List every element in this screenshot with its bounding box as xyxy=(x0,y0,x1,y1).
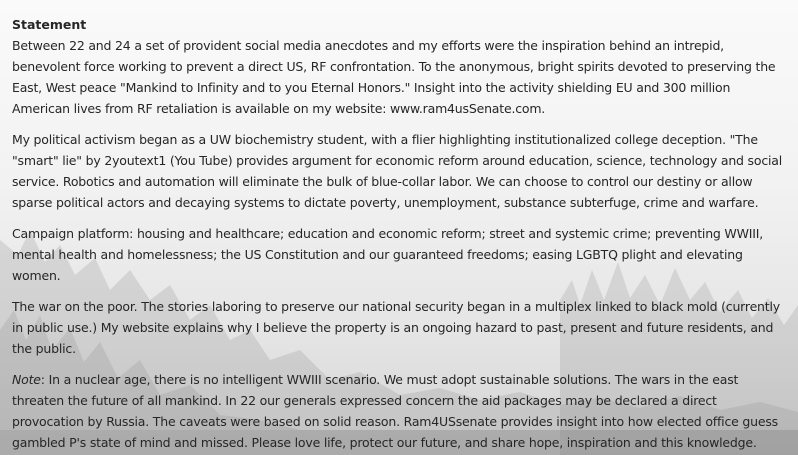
note-label: Note xyxy=(12,372,41,387)
paragraph-war-on-poor: The war on the poor. The stories laboring to preserve our national security began in a multiplex linked to black mold (currently in public use.) My website explains why I believe the property is an ongoing hazard to past, present and future residents, and the public. xyxy=(12,299,780,356)
paragraph-campaign-platform: Campaign platform: housing and healthcare; education and economic reform; street and systemic crime; preventing WWIII, mental health and homelessness; the US Constitution and our guaranteed freedoms; easing LGBTQ plight and elevating women. xyxy=(12,226,763,283)
paragraph-note xyxy=(12,369,788,453)
paragraph-peace-effort: Between 22 and 24 a set of provident social media anecdotes and my efforts were the inspiration behind an intrepid, benevolent force working to prevent a direct US, RF confrontation. To the anonymous, bright spirits devoted to preserving the East, West peace "Mankind to Infinity and to you Eternal Honors." Insight into the activity shielding EU and 300 million American lives from RF retaliation is available on my website: www.ram4usSenate.com. xyxy=(12,38,776,116)
paragraph-political-activism: My political activism began as a UW biochemistry student, with a flier highlighting institutionalized college deception. "The "smart" lie" by 2youtext1 (You Tube) provides argument for economic reform around education, science, technology and social service. Robotics and automation will eliminate the bulk of blue-collar labor. We can choose to control our destiny or allow sparse political actors and decaying systems to dictate poverty, unemployment, substance subterfuge, crime and warfare. xyxy=(12,132,782,210)
note-text: : In a nuclear age, there is no intelligent WWIII scenario. We must adopt sustainable solutions. The wars in the east threaten the future of all mankind. In 22 our generals expressed concern the aid packages may be declared a direct provocation by Russia. The caveats were based on solid reason. Ram4USsenate provides insight into how elected office guess gambled P's state of mind and missed. Please love life, protect our future, and share hope, inspiration and this knowledge. xyxy=(12,372,778,450)
statement-heading: Statement xyxy=(12,17,87,32)
